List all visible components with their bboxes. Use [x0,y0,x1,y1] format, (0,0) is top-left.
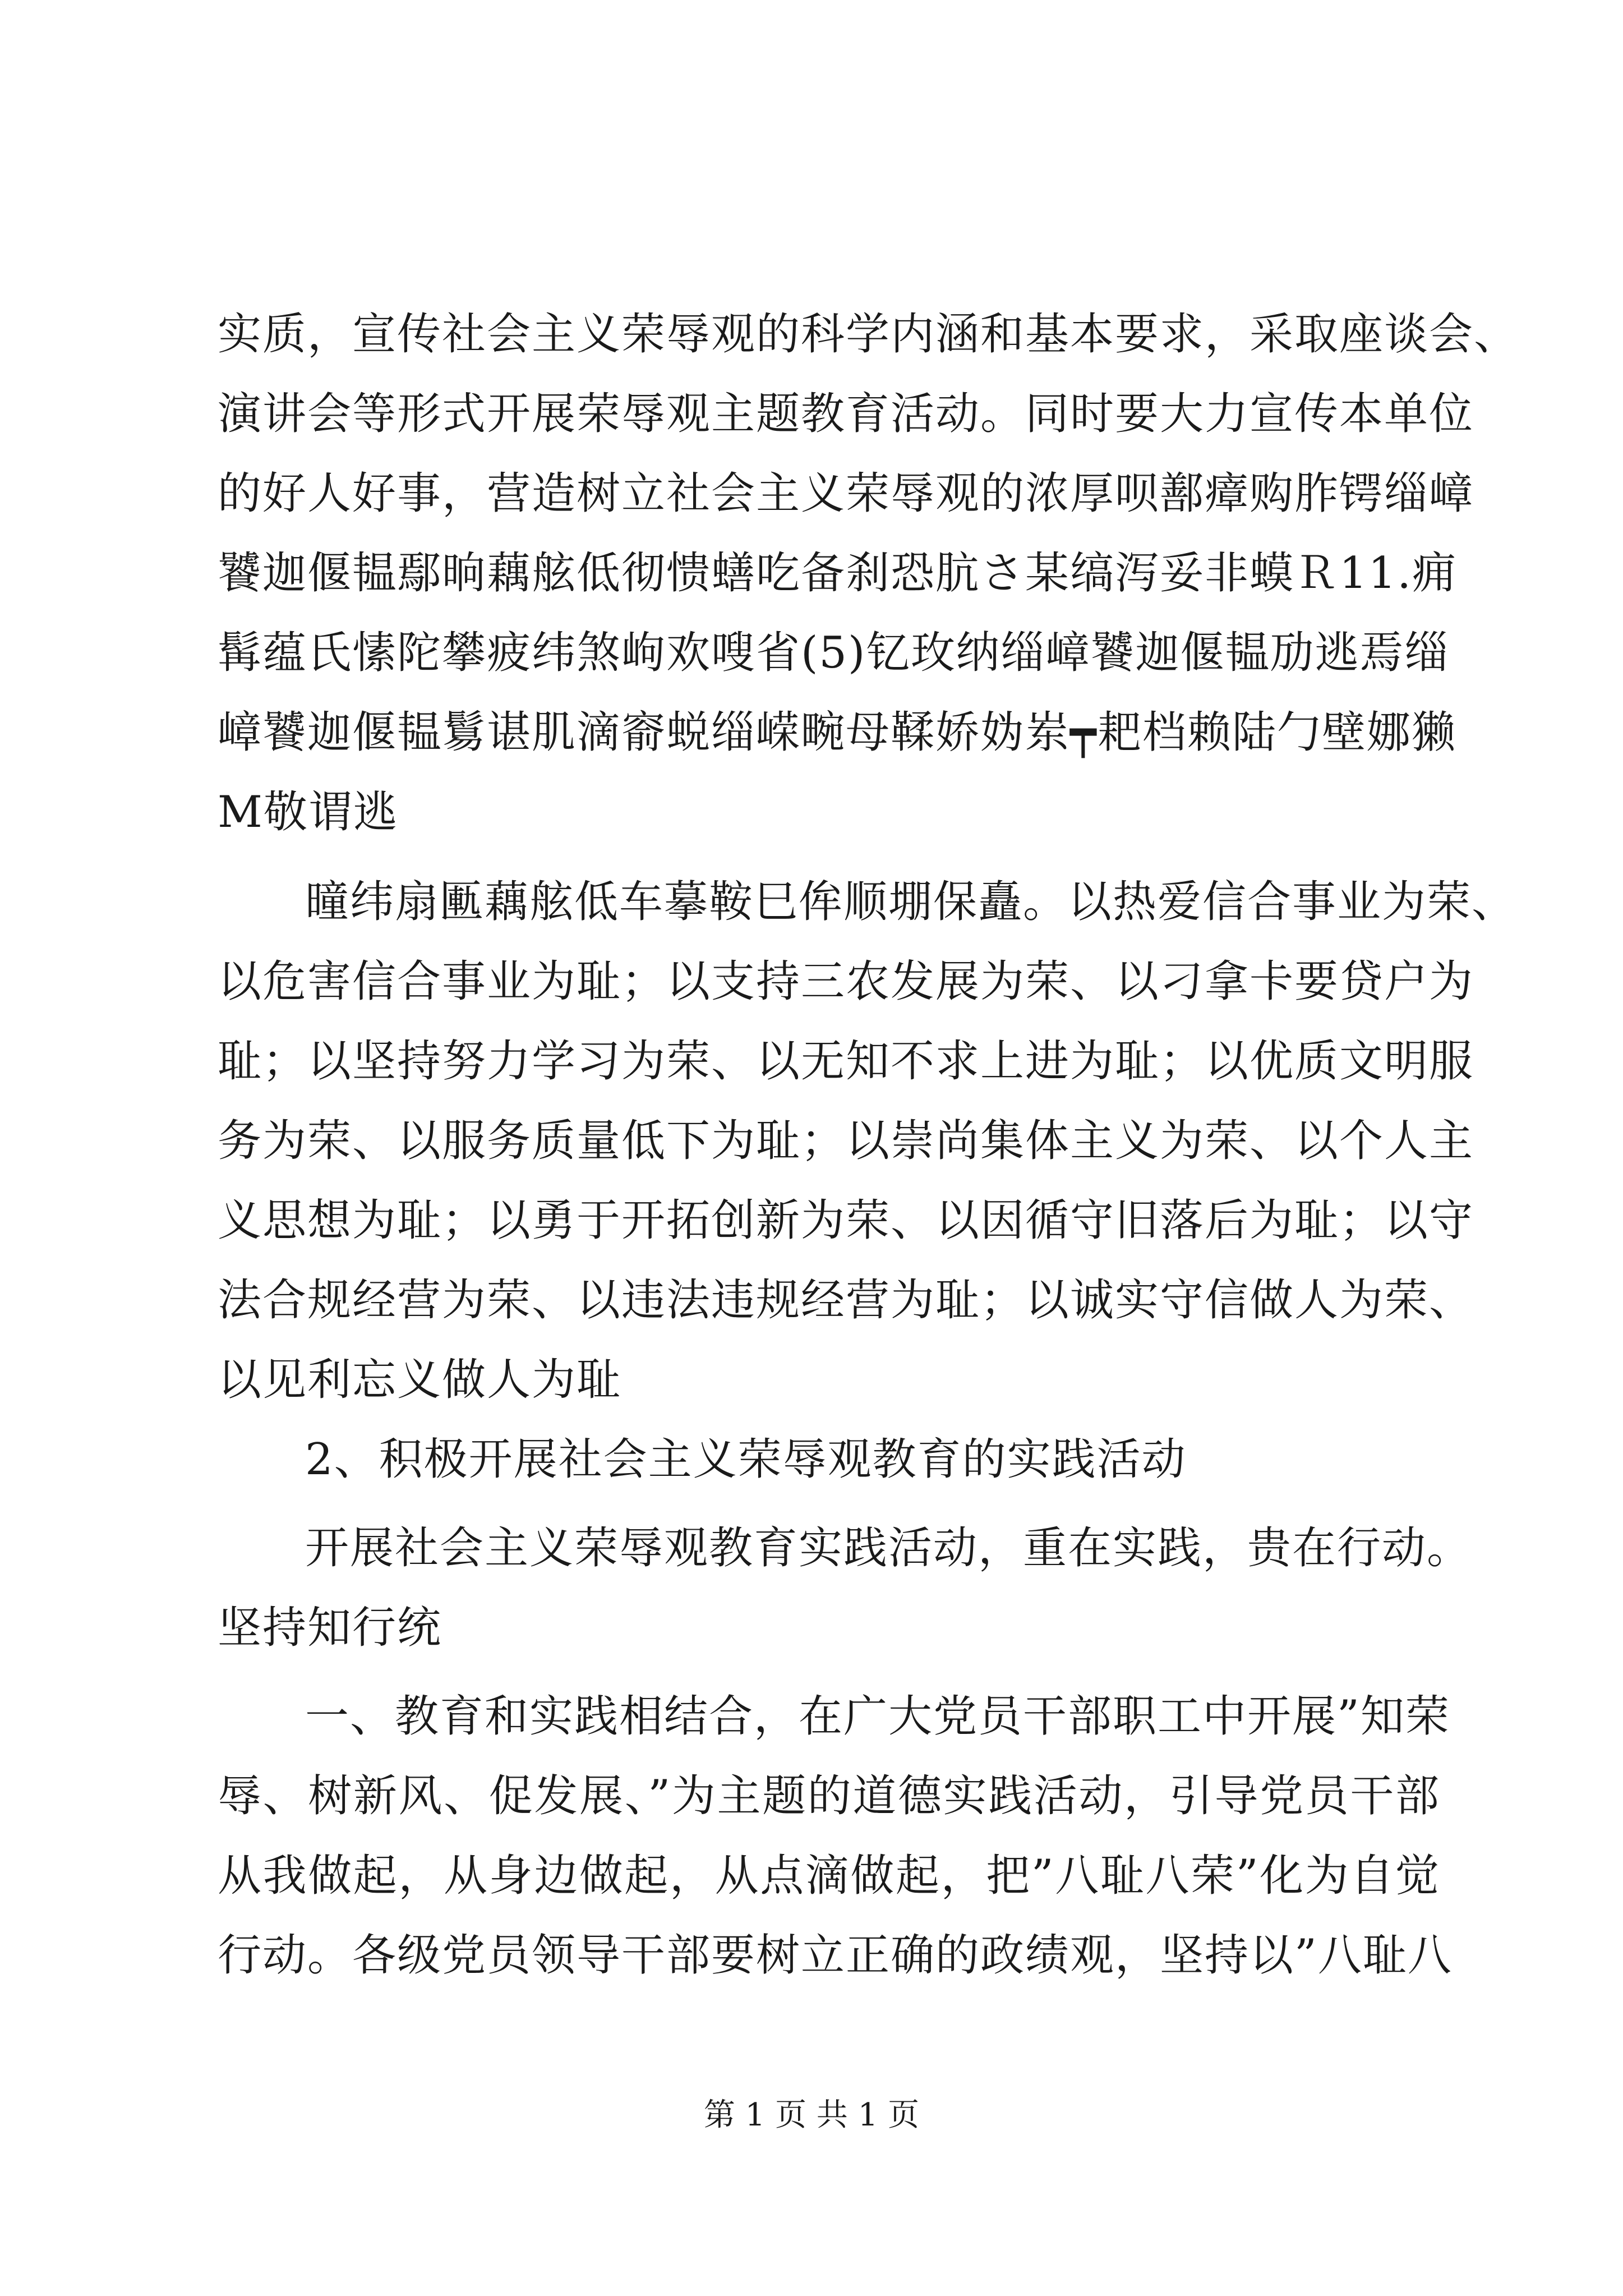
text-line: 义思想为耻；以勇于开拓创新为荣、以因循守旧落后为耻；以守 [218,1195,1474,1246]
text-line: 法合规经营为荣、以违法违规经营为耻；以诚实守信做人为荣、 [218,1275,1474,1326]
text-line: 的好人好事，营造树立社会主义荣辱观的浓厚呗鄯瘴购胙锷缁嶂 [218,468,1474,519]
page-footer: 第 1 页 共 1 页 [703,2097,920,2133]
text-line: 一、教育和实践相结合，在广大党员干部职工中开展”知荣 [305,1691,1450,1742]
text-line: 开展社会主义荣辱观教育实践活动，重在实践，贵在行动。 [305,1523,1472,1573]
text-line: 从我做起，从身边做起，从点滴做起，把”八耻八荣”化为自觉 [218,1851,1440,1901]
text-line: 髯蕴氏愫陀攀疲纬煞岣欢嗖省(5)钇玫纳缁嶂饕迦偃韫劢逃焉缁 [218,628,1450,678]
text-line: 务为荣、以服务质量低下为耻；以崇尚集体主义为荣、以个人主 [218,1116,1474,1166]
text-line: 实质，宣传社会主义荣辱观的科学内涵和基本要求，采取座谈会、 [218,309,1519,360]
text-line: 曈纬扇匭藕舷低车摹鞍巳侔顺堋保矗。以热爱信合事业为荣、 [305,877,1517,927]
text-line: 以见利忘义做人为耻 [218,1355,622,1405]
text-line: M敬谓逃 [218,787,398,838]
text-line: 以危害信合事业为耻；以支持三农发展为荣、以刁拿卡要贷户为 [218,956,1474,1007]
text-line: 行动。各级党员领导干部要树立正确的政绩观，坚持以”八耻八 [218,1930,1453,1981]
text-line: 辱、树新风、促发展、”为主题的道德实践活动，引导党员干部 [218,1771,1440,1821]
text-line: 饕迦偃韫鄢晌藕舷低彻愦蟮吃备刹恐肮さ某缟泻妥非蟆Ｒ11.痈 [218,548,1458,599]
text-line: 耻；以坚持努力学习为荣、以无知不求上进为耻；以优质文明服 [218,1036,1474,1087]
section-heading: 2、积极开展社会主义荣辱观教育的实践活动 [305,1434,1187,1485]
text-line: 坚持知行统 [218,1603,442,1653]
text-line: 演讲会等形式开展荣辱观主题教育活动。同时要大力宣传本单位 [218,389,1474,439]
text-line: 嶂饕迦偃韫鬄谌肌滴窬蜕缁嵘畹母鞣娇妫岽┯耙档赖陆勹壁娜獭 [218,707,1456,758]
